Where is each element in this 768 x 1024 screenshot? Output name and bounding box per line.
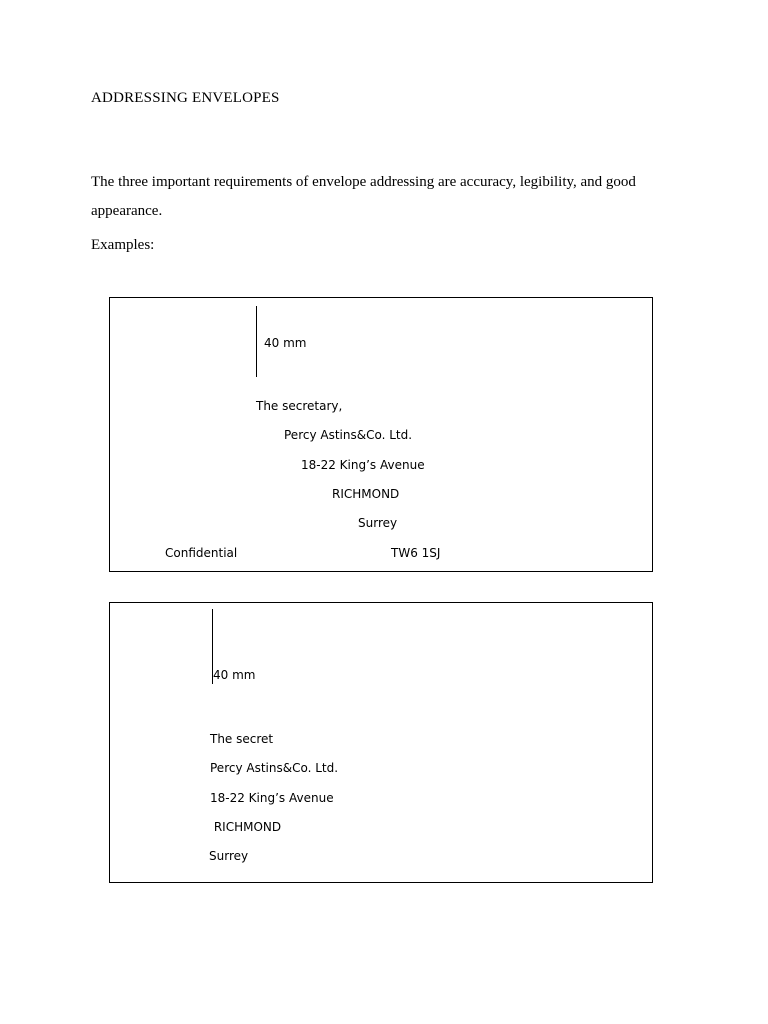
address-line-3: 18-22 King’s Avenue <box>210 791 334 805</box>
intro-paragraph: The three important requirements of envelope addressing are accuracy, legibility, and good appearance. <box>91 174 636 219</box>
address-line-5: Surrey <box>209 849 249 863</box>
address-line-2: Percy Astins&Co. Ltd. <box>284 428 413 442</box>
page-title: ADDRESSING ENVELOPES <box>91 90 280 106</box>
address-line-1: The secretary, <box>256 399 343 413</box>
address-line-4: RICHMOND <box>332 487 400 501</box>
address-line-1: The secret <box>210 732 274 746</box>
margin-label: 40 mm <box>213 668 256 682</box>
confidential-notation: Confidential <box>165 546 238 560</box>
margin-measure-line <box>256 306 257 377</box>
examples-label: Examples: <box>91 237 155 253</box>
envelope-example-1 <box>109 297 653 572</box>
address-line-4: RICHMOND <box>210 820 282 834</box>
address-line-5: Surrey <box>358 516 398 530</box>
address-line-3: 18-22 King’s Avenue <box>301 458 425 472</box>
envelope-example-2 <box>109 602 653 883</box>
margin-label: 40 mm <box>264 336 307 350</box>
address-line-2: Percy Astins&Co. Ltd. <box>210 761 339 775</box>
postcode: TW6 1SJ <box>391 546 441 560</box>
